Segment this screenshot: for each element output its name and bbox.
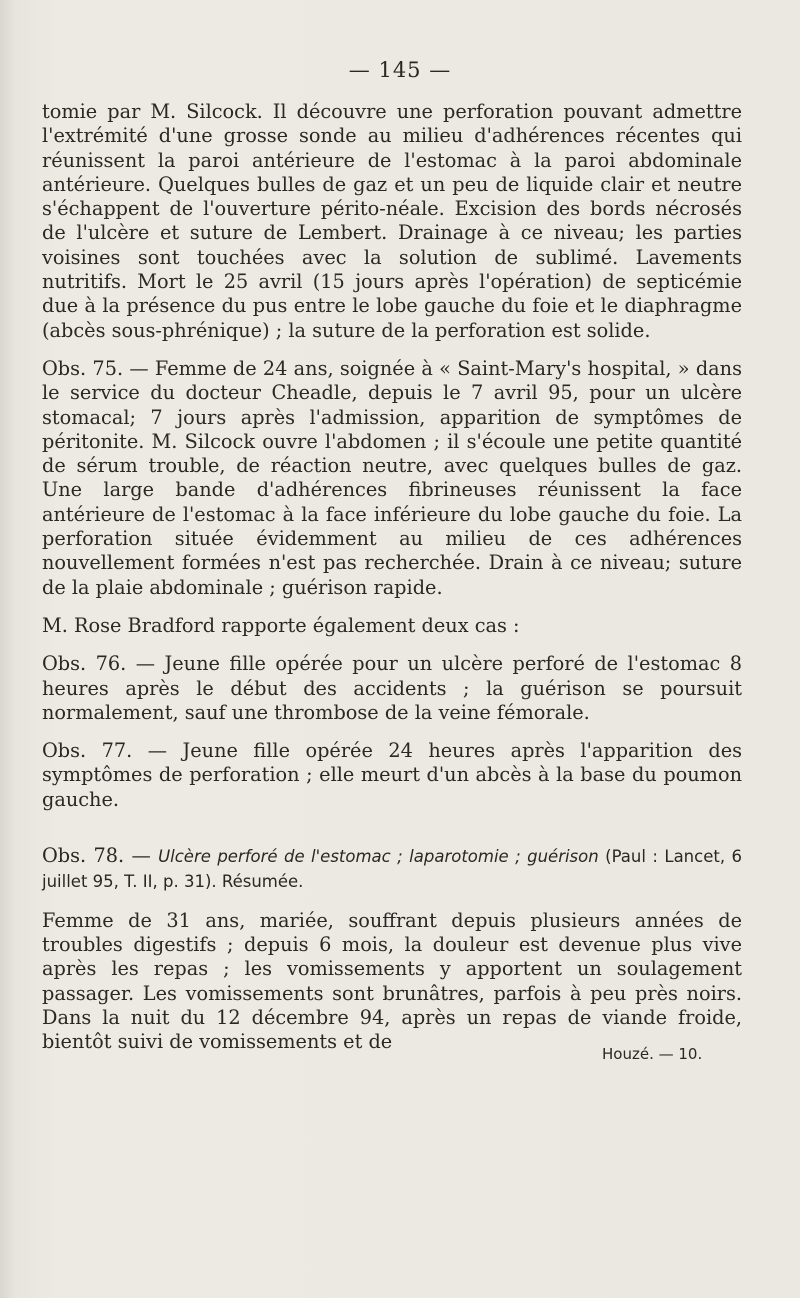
- body-text: [42, 100, 742, 1054]
- paragraph-obs-78-heading: [42, 844, 742, 895]
- paragraph-obs-75: Obs. 75. — Femme de 24 ans, soignée à « Saint-Mary's hospital, » dans le service du docteur Cheadle, depuis le 7 avril 95, pour un ulcère stomacal; 7 jours après l'admission, apparition de symptômes de péritonite. M. Silcock ouvre l'abdomen ; il s'écoule une petite quantité de sérum trouble, de réaction neutre, avec quelques bulles de gaz. Une large bande d'adhérences fibrineuses réunissent la face antérieure de l'estomac à la face inférieure du lobe gauche du foie. La perforation située évidemment au milieu de ces adhérences nouvellement formées n'est pas recherchée. Drain à ce niveau; suture de la plaie abdominale ; guérison rapide.: [42, 356, 742, 599]
- signature-mark: Houzé. — 10.: [602, 1045, 703, 1063]
- paragraph-rose-bradford: M. Rose Bradford rapporte également deux cas :: [42, 613, 520, 637]
- obs-78-label: Obs. 78. —: [42, 844, 151, 868]
- paragraph-obs-78-body: Femme de 31 ans, mariée, souffrant depuis plusieurs années de troubles digestifs ; depuis 6 mois, la douleur est devenue plus vive après les repas ; les vomissements y apportent un soulagement passager. Les vomissements sont brunâtres, parfois à peu près noirs. Dans la nuit du 12 décembre 94, après un repas de viande froide, bientôt suivi de vomissements et de: [42, 908, 742, 1054]
- page-number: — 145 —: [348, 58, 452, 82]
- paragraph-obs-77: Obs. 77. — Jeune fille opérée 24 heures après l'apparition des symptômes de perforation ; elle meurt d'un abcès à la base du poumon gauche.: [42, 739, 742, 811]
- paragraph-obs-76: Obs. 76. — Jeune fille opérée pour un ulcère perforé de l'estomac 8 heures après le début des accidents ; la guérison se poursuit normalement, sauf une thrombose de la veine fémorale.: [42, 652, 742, 724]
- obs-78-source: (Paul : Lancet, 6 juillet 95, T. II, p. 31). Résumée.: [42, 847, 742, 892]
- paragraph-1: tomie par M. Silcock. Il découvre une perforation pouvant admettre l'extrémité d'une grosse sonde au milieu d'adhérences récentes qui réunissent la paroi antérieure de l'estomac à la paroi abdominale antérieure. Quelques bulles de gaz et un peu de liquide clair et neutre s'échappent de l'ouverture périto-néale. Excision des bords nécrosés de l'ulcère et suture de Lembert. Drainage à ce niveau; les parties voisines sont touchées avec la solution de sublimé. Lavements nutritifs. Mort le 25 avril (15 jours après l'opération) de septicémie due à la présence du pus entre le lobe gauche du foie et le diaphragme (abcès sous-phrénique) ; la suture de la perforation est solide.: [42, 100, 742, 342]
- obs-78-title: Ulcère perforé de l'estomac ; laparotomie ; guérison: [158, 847, 599, 867]
